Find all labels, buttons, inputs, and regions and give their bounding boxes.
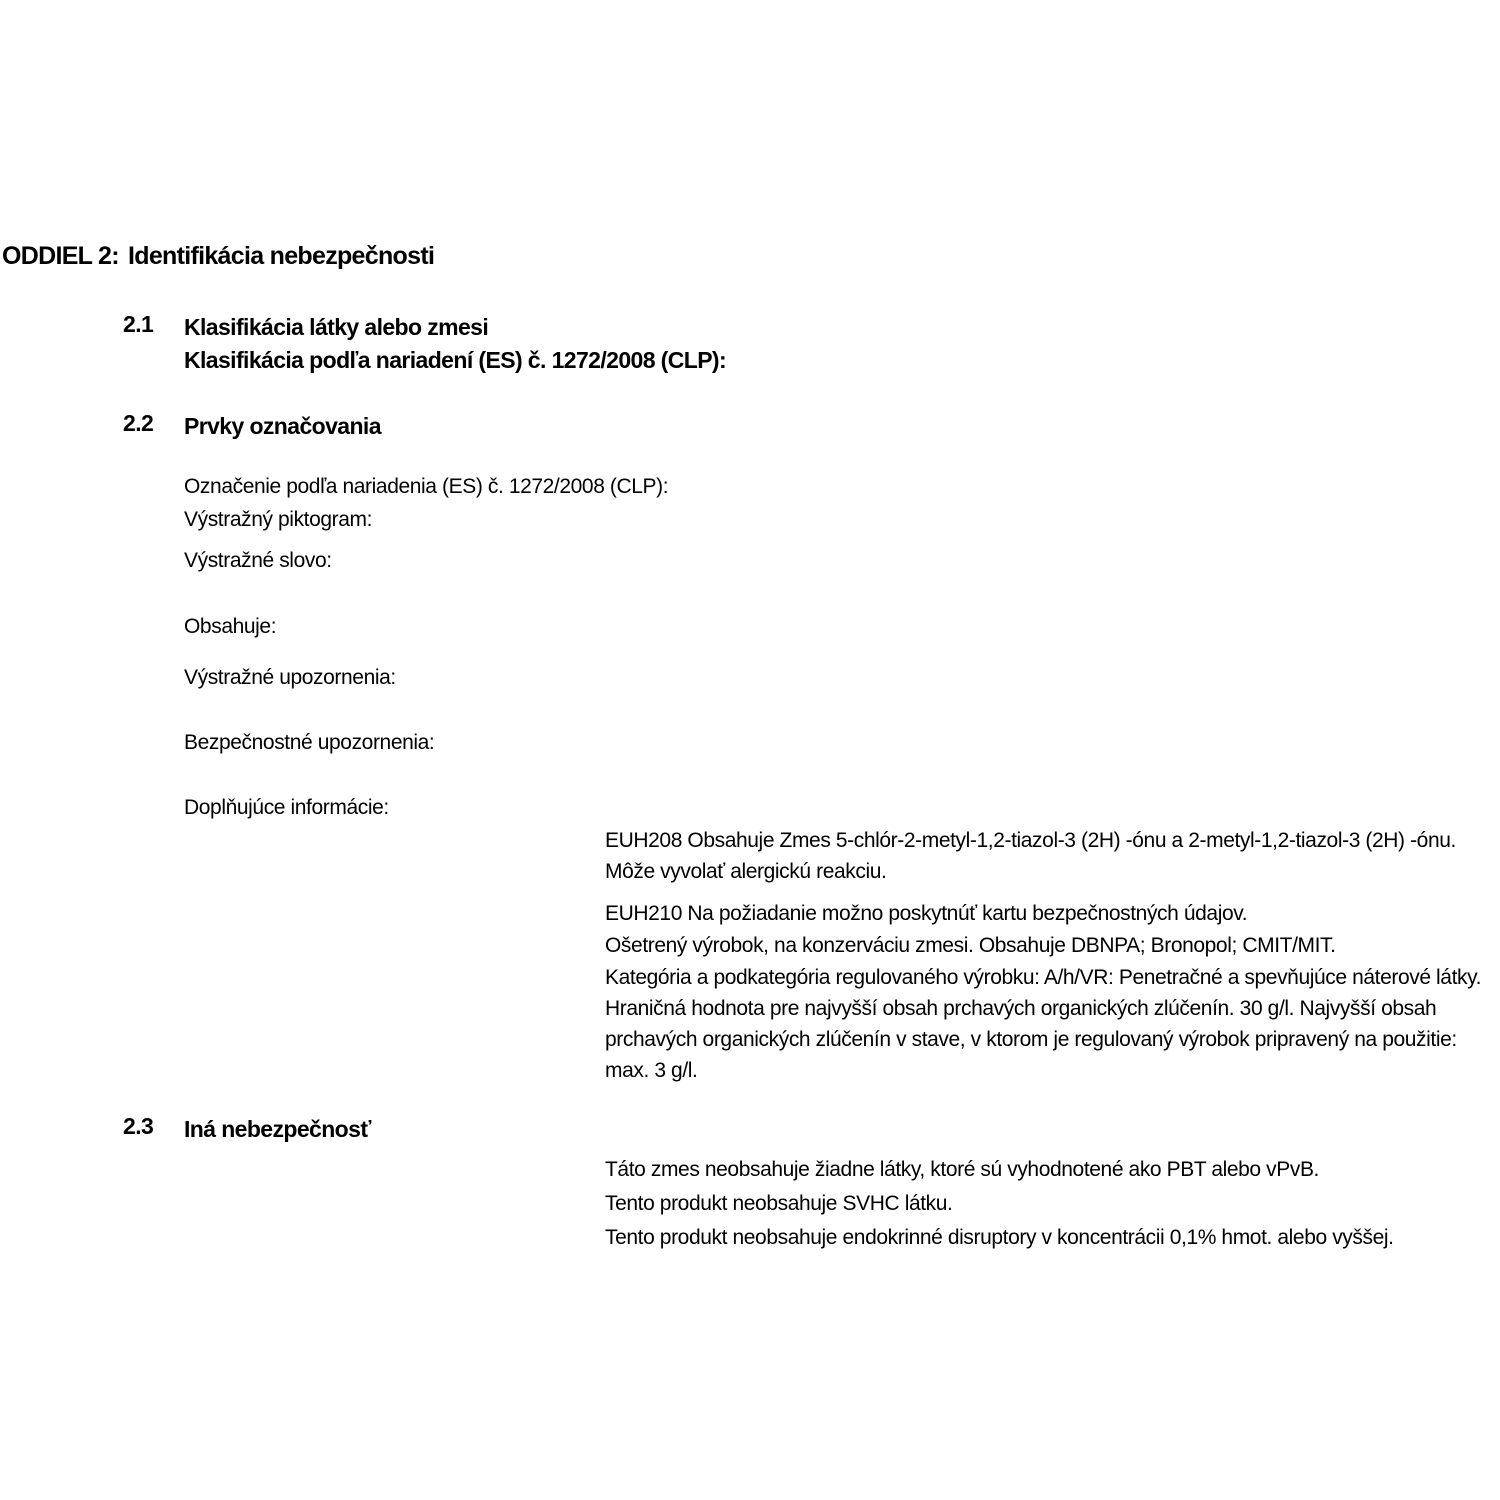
subsection-2-1-subtitle: Klasifikácia podľa nariadení (ES) č. 1272/2008 (CLP): [184,347,727,373]
label-doplnujuce-informacie: Doplňujúce informácie: [184,796,389,819]
statement-svhc: Tento produkt neobsahuje SVHC látku. [605,1192,953,1215]
section-title: Identifikácia nebezpečnosti [128,242,435,270]
subsection-2-2 [123,410,381,443]
label-vystrazny-piktogram: Výstražný piktogram: [184,508,373,531]
subsection-2-2-number: 2.2 [123,410,154,436]
subsection-2-3-number: 2.3 [123,1113,154,1139]
label-obsahuje: Obsahuje: [184,615,277,638]
paragraph-euh210: EUH210 Na požiadanie možno poskytnúť kartu bezpečnostných údajov. [605,902,1248,925]
label-vystrazne-slovo: Výstražné slovo: [184,549,332,572]
subsection-2-3 [123,1113,371,1146]
subsection-2-1-titles [184,311,726,377]
label-oznacenie: Označenie podľa nariadenia (ES) č. 1272/2008 (CLP): [184,475,669,498]
paragraph-euh208: EUH208 Obsahuje Zmes 5-chlór-2-metyl-1,2-tiazol-3 (2H) -ónu a 2-metyl-1,2-tiazol-3 (2H) -ónu. Môže vyvolať alergickú reakciu. [605,829,1456,883]
label-vystrazne-upozornenia: Výstražné upozornenia: [184,666,396,689]
subsection-2-1-title: Klasifikácia látky alebo zmesi [184,314,489,340]
subsection-2-2-title: Prvky označovania [184,413,381,439]
statement-pbt-vpvb: Táto zmes neobsahuje žiadne látky, ktoré sú vyhodnotené ako PBT alebo vPvB. [605,1158,1319,1181]
paragraph-kategoria: Kategória a podkategória regulovaného výrobku: A/h/VR: Penetračné a spevňujúce náterové látky. Hraničná hodnota pre najvyšší obsah prchavých organických zlúčenín. 30 g/l. Najvyšší obsah prchavých organických zlúčenín v stave, v ktorom je regulovaný výrobok pripravený na použitie: max. 3 g/l. [605,966,1482,1082]
subsection-2-1-number: 2.1 [123,311,154,337]
subsection-2-1 [123,311,726,377]
subsection-2-3-title: Iná nebezpečnosť [184,1116,371,1142]
statement-endokrinne: Tento produkt neobsahuje endokrinné disruptory v koncentrácii 0,1% hmot. alebo vyššej. [605,1226,1394,1249]
label-bezpecnostne-upozornenia: Bezpečnostné upozornenia: [184,731,435,754]
section-2-header [2,242,434,271]
paragraph-osetreny-vyrobok: Ošetrený výrobok, na konzerváciu zmesi. Obsahuje DBNPA; Bronopol; CMIT/MIT. [605,934,1336,957]
section-number: ODDIEL 2: [2,242,119,270]
